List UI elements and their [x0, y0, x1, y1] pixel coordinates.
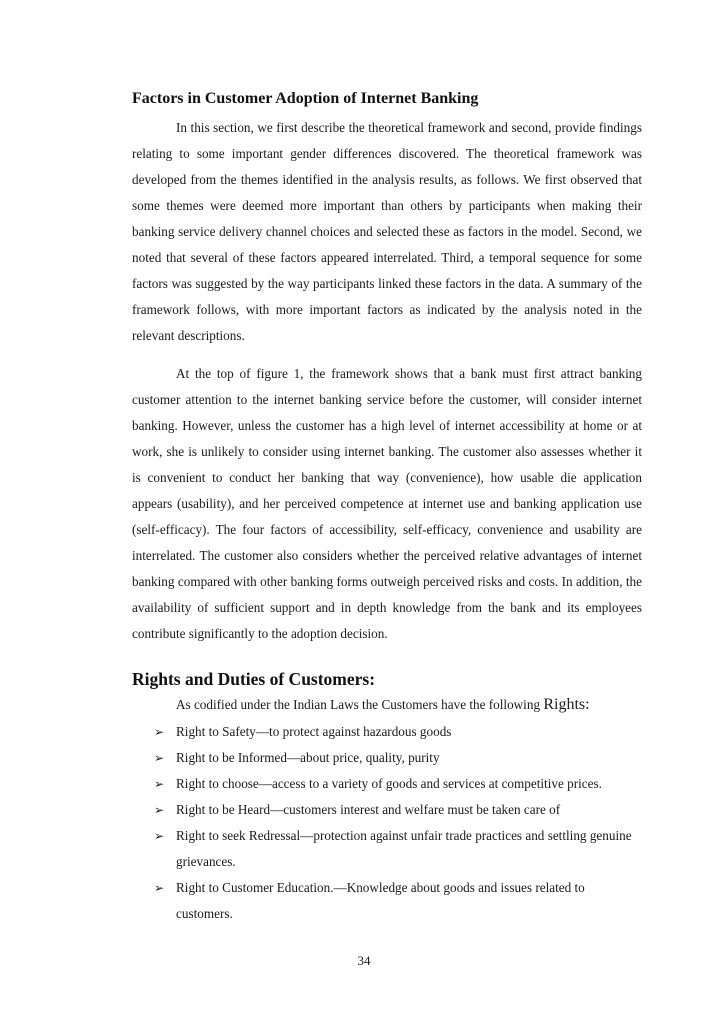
list-item-text: Right to be Heard—customers interest and welfare must be taken care of — [176, 802, 561, 817]
rights-intro-emphasis: Rights: — [543, 696, 590, 713]
paragraph-figure-1: At the top of figure 1, the framework shows that a bank must first attract banking customer attention to the internet banking service before the customer, will consider internet banking. However, unless the customer has a high level of internet accessibility at home or at work, she is unlikely to consider using internet banking. The customer also assesses whether it is convenient to conduct her banking that way (convenience), how usable die application appears (usability), and her perceived competence at internet use and banking application use (self-efficacy). The four factors of accessibility, self-efficacy, convenience and usability are interrelated. The customer also considers whether the perceived relative advantages of internet banking compared with other banking forms outweigh perceived risks and costs. In addition, the availability of sufficient support and in depth knowledge from the bank and its employees contribute significantly to the adoption decision. — [132, 366, 642, 641]
section-heading-rights-duties: Rights and Duties of Customers: — [132, 669, 376, 689]
list-item — [132, 771, 642, 797]
list-item — [132, 823, 642, 875]
list-item — [132, 875, 642, 927]
list-item-text: Right to seek Redressal—protection against unfair trade practices and settling genuine grievances. — [176, 828, 632, 869]
arrow-bullet-icon: ➢ — [154, 751, 165, 765]
list-item-text: Right to be Informed—about price, quality, purity — [176, 750, 440, 765]
list-item — [132, 797, 642, 823]
arrow-bullet-icon: ➢ — [154, 803, 165, 817]
arrow-bullet-icon: ➢ — [154, 829, 165, 843]
rights-intro-text: As codified under the Indian Laws the Customers have the following — [176, 697, 541, 712]
list-item-text: Right to choose—access to a variety of goods and services at competitive prices. — [176, 776, 602, 791]
arrow-bullet-icon: ➢ — [154, 777, 165, 791]
rights-intro — [132, 693, 642, 717]
arrow-bullet-icon: ➢ — [154, 725, 165, 739]
rights-list — [132, 719, 642, 927]
page-content — [132, 89, 642, 927]
list-item-text: Right to Customer Education.—Knowledge about goods and issues related to customers. — [176, 880, 585, 921]
paragraph-framework: In this section, we first describe the theoretical framework and second, provide findings relating to some important gender differences discovered. The theoretical framework was developed from the themes identified in the analysis results, as follows. We first observed that some themes were deemed more important than others by participants when making their banking service delivery channel choices and selected these as factors in the model. Second, we noted that several of these factors appeared interrelated. Third, a temporal sequence for some factors was suggested by the way participants linked these factors in the data. A summary of the framework follows, with more important factors as indicated by the analysis noted in the relevant descriptions. — [132, 120, 642, 343]
list-item — [132, 719, 642, 745]
page-number: 34 — [357, 953, 371, 968]
list-item — [132, 745, 642, 771]
section-heading-internet-banking: Factors in Customer Adoption of Internet Banking — [132, 90, 479, 107]
arrow-bullet-icon: ➢ — [154, 881, 165, 895]
list-item-text: Right to Safety—to protect against hazardous goods — [176, 724, 452, 739]
